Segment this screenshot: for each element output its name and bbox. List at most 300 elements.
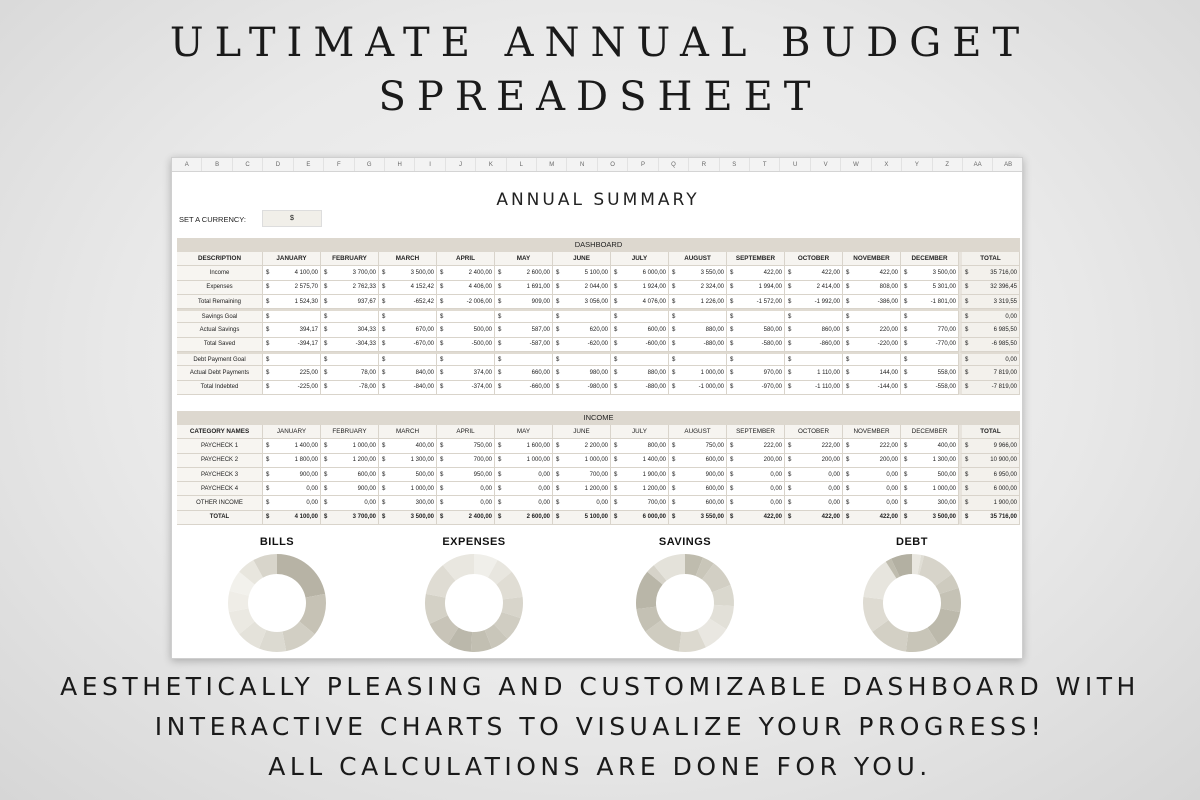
donut-chart-debt[interactable] xyxy=(862,553,962,653)
cell-value[interactable] xyxy=(785,352,843,366)
header-month: JUNE xyxy=(553,425,611,439)
currency-symbol: $ xyxy=(498,514,502,521)
header-month: DECEMBER xyxy=(901,252,959,266)
cell-value[interactable] xyxy=(843,338,901,352)
cell-value[interactable] xyxy=(379,281,437,295)
cell-value[interactable] xyxy=(495,295,553,309)
cell-amount: -580,00 xyxy=(761,341,782,348)
cell-value[interactable] xyxy=(611,366,669,380)
cell-value[interactable] xyxy=(843,454,901,468)
cell-value[interactable] xyxy=(495,496,553,510)
cell-value[interactable] xyxy=(785,381,843,395)
cell-value[interactable] xyxy=(727,454,785,468)
column-letter[interactable]: T xyxy=(750,158,780,171)
cell-amount: 0,00 xyxy=(770,471,782,478)
cell-value[interactable] xyxy=(785,323,843,337)
cell-value[interactable] xyxy=(379,511,437,525)
cell-value[interactable] xyxy=(437,366,495,380)
cell-value[interactable] xyxy=(727,281,785,295)
cell-value[interactable] xyxy=(263,281,321,295)
currency-symbol: $ xyxy=(266,341,270,348)
cell-value[interactable] xyxy=(727,323,785,337)
cell-value[interactable] xyxy=(901,266,959,280)
cell-value[interactable] xyxy=(901,338,959,352)
cell-value[interactable] xyxy=(495,266,553,280)
row-total xyxy=(959,281,1020,295)
column-letter[interactable]: Q xyxy=(659,158,689,171)
cell-value[interactable] xyxy=(437,309,495,323)
cell-value[interactable] xyxy=(553,496,611,510)
cell-value[interactable] xyxy=(437,381,495,395)
cell-value[interactable] xyxy=(785,281,843,295)
cell-value[interactable] xyxy=(553,281,611,295)
currency-symbol: $ xyxy=(672,500,676,507)
cell-value[interactable] xyxy=(727,338,785,352)
cell-value[interactable] xyxy=(727,295,785,309)
cell-value[interactable] xyxy=(785,482,843,496)
currency-symbol: $ xyxy=(672,457,676,464)
cell-value[interactable] xyxy=(901,496,959,510)
cell-value[interactable] xyxy=(843,295,901,309)
cell-value[interactable] xyxy=(553,352,611,366)
cell-value[interactable] xyxy=(495,323,553,337)
row-total xyxy=(959,439,1020,453)
cell-value[interactable] xyxy=(843,511,901,525)
total-amount: 3 319,55 xyxy=(993,298,1017,305)
cell-amount: 0,00 xyxy=(306,485,318,492)
currency-input[interactable]: $ xyxy=(262,210,322,227)
cell-amount: 1 000,00 xyxy=(932,485,956,492)
cell-amount: 900,00 xyxy=(357,485,376,492)
cell-amount: 200,00 xyxy=(821,457,840,464)
cell-value[interactable] xyxy=(727,511,785,525)
cell-value[interactable] xyxy=(669,323,727,337)
cell-amount: 2 762,33 xyxy=(352,284,376,291)
currency-symbol: $ xyxy=(846,485,850,492)
cell-amount: 600,00 xyxy=(705,485,724,492)
cell-value[interactable] xyxy=(611,439,669,453)
total-amount: 0,00 xyxy=(1005,356,1017,363)
currency-symbol: $ xyxy=(730,284,734,291)
cell-value[interactable] xyxy=(669,295,727,309)
cell-value[interactable] xyxy=(437,482,495,496)
cell-value[interactable] xyxy=(901,439,959,453)
cell-value[interactable] xyxy=(901,468,959,482)
cell-value[interactable] xyxy=(437,323,495,337)
column-letter[interactable]: R xyxy=(689,158,719,171)
cell-value[interactable] xyxy=(263,496,321,510)
cell-value[interactable] xyxy=(263,366,321,380)
cell-value[interactable] xyxy=(379,496,437,510)
cell-value[interactable] xyxy=(553,381,611,395)
cell-value[interactable] xyxy=(379,482,437,496)
cell-amount: 0,00 xyxy=(770,500,782,507)
row-label: PAYCHECK 3 xyxy=(177,468,263,482)
currency-symbol: $ xyxy=(846,514,850,521)
cell-value[interactable] xyxy=(379,454,437,468)
currency-symbol: $ xyxy=(672,313,676,320)
header-month: OCTOBER xyxy=(785,252,843,266)
footer-line-3: ALL CALCULATIONS ARE DONE FOR YOU. xyxy=(268,752,932,781)
cell-value[interactable] xyxy=(843,496,901,510)
dashboard-block xyxy=(177,238,1020,395)
cell-value[interactable] xyxy=(843,482,901,496)
cell-value[interactable] xyxy=(379,323,437,337)
column-letter[interactable]: F xyxy=(324,158,354,171)
cell-value[interactable] xyxy=(611,266,669,280)
cell-value[interactable] xyxy=(727,381,785,395)
cell-amount: 4 152,42 xyxy=(410,284,434,291)
cell-value[interactable] xyxy=(727,266,785,280)
cell-amount: 620,00 xyxy=(589,327,608,334)
cell-value[interactable] xyxy=(611,381,669,395)
cell-value[interactable] xyxy=(901,309,959,323)
currency-symbol: $ xyxy=(788,356,792,363)
cell-value[interactable] xyxy=(669,496,727,510)
cell-value[interactable] xyxy=(495,281,553,295)
cell-value[interactable] xyxy=(553,482,611,496)
income-block xyxy=(177,411,1020,525)
currency-symbol: $ xyxy=(788,341,792,348)
cell-value[interactable] xyxy=(495,468,553,482)
table-row xyxy=(177,366,1020,380)
column-letter[interactable]: AA xyxy=(963,158,993,171)
cell-value[interactable] xyxy=(843,439,901,453)
header-month: AUGUST xyxy=(669,425,727,439)
currency-symbol: $ xyxy=(965,313,969,320)
cell-value[interactable] xyxy=(785,309,843,323)
column-letter[interactable]: M xyxy=(537,158,567,171)
cell-value[interactable] xyxy=(379,352,437,366)
cell-value[interactable] xyxy=(437,439,495,453)
cell-value[interactable] xyxy=(669,338,727,352)
cell-value[interactable] xyxy=(901,381,959,395)
row-label: Total Saved xyxy=(177,338,263,352)
column-letter[interactable]: C xyxy=(233,158,263,171)
cell-value[interactable] xyxy=(321,338,379,352)
cell-value[interactable] xyxy=(901,323,959,337)
column-letter[interactable]: D xyxy=(263,158,293,171)
cell-value[interactable] xyxy=(437,511,495,525)
cell-value[interactable] xyxy=(785,295,843,309)
cell-value[interactable] xyxy=(785,511,843,525)
cell-value[interactable] xyxy=(321,323,379,337)
cell-value[interactable] xyxy=(611,338,669,352)
cell-value[interactable] xyxy=(727,496,785,510)
cell-value[interactable] xyxy=(321,468,379,482)
cell-amount: 422,00 xyxy=(879,514,898,521)
cell-amount: 4 100,00 xyxy=(294,514,318,521)
cell-value[interactable] xyxy=(901,454,959,468)
cell-value[interactable] xyxy=(611,323,669,337)
column-letter[interactable]: K xyxy=(476,158,506,171)
currency-symbol: $ xyxy=(904,284,908,291)
cell-amount: 860,00 xyxy=(821,327,840,334)
cell-value[interactable] xyxy=(437,295,495,309)
cell-value[interactable] xyxy=(495,381,553,395)
column-letter[interactable]: O xyxy=(598,158,628,171)
cell-value[interactable] xyxy=(901,281,959,295)
cell-value[interactable] xyxy=(611,511,669,525)
cell-value[interactable] xyxy=(553,468,611,482)
header-month: FEBRUARY xyxy=(321,252,379,266)
total-amount: 9 966,00 xyxy=(993,442,1017,449)
currency-symbol: $ xyxy=(440,485,444,492)
currency-symbol: $ xyxy=(324,341,328,348)
cell-value[interactable] xyxy=(263,266,321,280)
cell-amount: 0,00 xyxy=(538,471,550,478)
currency-symbol: $ xyxy=(556,370,560,377)
currency-symbol: $ xyxy=(672,384,676,391)
cell-value[interactable] xyxy=(263,309,321,323)
cell-amount: -144,00 xyxy=(877,384,898,391)
cell-value[interactable] xyxy=(669,468,727,482)
cell-amount: 750,00 xyxy=(705,442,724,449)
cell-value[interactable] xyxy=(785,454,843,468)
header-month: FEBRUARY xyxy=(321,425,379,439)
cell-value[interactable] xyxy=(611,496,669,510)
cell-value[interactable] xyxy=(495,352,553,366)
currency-symbol: $ xyxy=(904,370,908,377)
cell-value[interactable] xyxy=(785,439,843,453)
currency-symbol: $ xyxy=(498,269,502,276)
cell-value[interactable] xyxy=(785,366,843,380)
column-letter[interactable]: A xyxy=(172,158,202,171)
column-letter[interactable]: S xyxy=(720,158,750,171)
cell-value[interactable] xyxy=(727,366,785,380)
cell-value[interactable] xyxy=(263,381,321,395)
cell-amount: 0,00 xyxy=(770,485,782,492)
cell-value[interactable] xyxy=(669,482,727,496)
cell-value[interactable] xyxy=(321,482,379,496)
cell-amount: 1 110,00 xyxy=(817,370,840,377)
column-letter[interactable]: V xyxy=(811,158,841,171)
cell-value[interactable] xyxy=(321,454,379,468)
cell-value[interactable] xyxy=(611,281,669,295)
cell-value[interactable] xyxy=(553,439,611,453)
currency-symbol: $ xyxy=(556,442,560,449)
cell-value[interactable] xyxy=(379,381,437,395)
cell-value[interactable] xyxy=(263,482,321,496)
table-row xyxy=(177,381,1020,395)
cell-value[interactable] xyxy=(263,338,321,352)
cell-value[interactable] xyxy=(437,496,495,510)
currency-symbol: $ xyxy=(672,269,676,276)
cell-value[interactable] xyxy=(611,352,669,366)
table-row xyxy=(177,309,1020,323)
column-letter[interactable]: B xyxy=(202,158,232,171)
cell-value[interactable] xyxy=(437,338,495,352)
currency-symbol: $ xyxy=(266,485,270,492)
cell-value[interactable] xyxy=(553,295,611,309)
cell-value[interactable] xyxy=(263,352,321,366)
cell-value[interactable] xyxy=(553,366,611,380)
cell-value[interactable] xyxy=(669,439,727,453)
cell-value[interactable] xyxy=(785,496,843,510)
cell-value[interactable] xyxy=(437,454,495,468)
cell-value[interactable] xyxy=(495,482,553,496)
cell-value[interactable] xyxy=(843,352,901,366)
total-amount: 1 900,00 xyxy=(993,500,1017,507)
cell-value[interactable] xyxy=(263,439,321,453)
cell-value[interactable] xyxy=(843,281,901,295)
row-label: PAYCHECK 2 xyxy=(177,454,263,468)
column-letter[interactable]: Y xyxy=(902,158,932,171)
cell-value[interactable] xyxy=(727,352,785,366)
cell-value[interactable] xyxy=(843,309,901,323)
column-letter[interactable]: AB xyxy=(993,158,1023,171)
cell-value[interactable] xyxy=(379,468,437,482)
sheet-title: ANNUAL SUMMARY xyxy=(496,190,700,210)
cell-value[interactable] xyxy=(437,281,495,295)
cell-value[interactable] xyxy=(669,454,727,468)
cell-value[interactable] xyxy=(263,511,321,525)
cell-value[interactable] xyxy=(669,366,727,380)
row-total xyxy=(959,323,1020,337)
cell-value[interactable] xyxy=(321,381,379,395)
cell-value[interactable] xyxy=(843,468,901,482)
cell-amount: 422,00 xyxy=(879,269,898,276)
cell-value[interactable] xyxy=(321,366,379,380)
cell-amount: 937,67 xyxy=(357,298,376,305)
cell-value[interactable] xyxy=(263,454,321,468)
cell-value[interactable] xyxy=(901,352,959,366)
column-letter[interactable]: P xyxy=(628,158,658,171)
cell-value[interactable] xyxy=(553,454,611,468)
cell-value[interactable] xyxy=(379,338,437,352)
currency-symbol: $ xyxy=(498,384,502,391)
column-letter[interactable]: J xyxy=(446,158,476,171)
cell-value[interactable] xyxy=(553,266,611,280)
table-row xyxy=(177,496,1020,510)
column-letter[interactable]: E xyxy=(294,158,324,171)
cell-value[interactable] xyxy=(495,338,553,352)
column-letter[interactable]: U xyxy=(780,158,810,171)
header-month: JANUARY xyxy=(263,425,321,439)
currency-symbol: $ xyxy=(965,471,969,478)
currency-symbol: $ xyxy=(556,384,560,391)
cell-value[interactable] xyxy=(379,439,437,453)
donut-slice[interactable] xyxy=(277,554,325,598)
cell-amount: 880,00 xyxy=(705,327,724,334)
cell-value[interactable] xyxy=(321,309,379,323)
cell-value[interactable] xyxy=(495,439,553,453)
cell-value[interactable] xyxy=(901,511,959,525)
cell-value[interactable] xyxy=(669,352,727,366)
cell-value[interactable] xyxy=(321,496,379,510)
row-label: PAYCHECK 1 xyxy=(177,439,263,453)
cell-value[interactable] xyxy=(379,266,437,280)
cell-value[interactable] xyxy=(669,266,727,280)
donut-chart-bills[interactable] xyxy=(227,553,327,653)
cell-value[interactable] xyxy=(321,511,379,525)
cell-value[interactable] xyxy=(727,468,785,482)
column-letter[interactable]: W xyxy=(841,158,871,171)
cell-value[interactable] xyxy=(785,266,843,280)
column-letter[interactable]: N xyxy=(567,158,597,171)
cell-value[interactable] xyxy=(321,281,379,295)
cell-value[interactable] xyxy=(669,309,727,323)
total-amount: 6 985,50 xyxy=(993,327,1017,334)
cell-value[interactable] xyxy=(437,468,495,482)
donut-chart-savings[interactable] xyxy=(635,553,735,653)
cell-value[interactable] xyxy=(843,323,901,337)
cell-value[interactable] xyxy=(553,323,611,337)
cell-value[interactable] xyxy=(611,309,669,323)
cell-value[interactable] xyxy=(379,309,437,323)
currency-symbol: $ xyxy=(846,370,850,377)
cell-value[interactable] xyxy=(669,511,727,525)
cell-value[interactable] xyxy=(611,482,669,496)
cell-amount: 225,00 xyxy=(299,370,318,377)
cell-value[interactable] xyxy=(321,295,379,309)
cell-value[interactable] xyxy=(843,266,901,280)
cell-value[interactable] xyxy=(437,266,495,280)
cell-value[interactable] xyxy=(611,468,669,482)
cell-value[interactable] xyxy=(495,511,553,525)
currency-symbol: $ xyxy=(788,313,792,320)
cell-value[interactable] xyxy=(843,366,901,380)
cell-value[interactable] xyxy=(321,439,379,453)
cell-value[interactable] xyxy=(669,381,727,395)
cell-value[interactable] xyxy=(263,295,321,309)
cell-value[interactable] xyxy=(263,323,321,337)
column-letter[interactable]: L xyxy=(507,158,537,171)
column-letter[interactable]: H xyxy=(385,158,415,171)
column-letter[interactable]: Z xyxy=(933,158,963,171)
cell-value[interactable] xyxy=(611,295,669,309)
cell-value[interactable] xyxy=(379,295,437,309)
cell-value[interactable] xyxy=(727,309,785,323)
cell-value[interactable] xyxy=(553,338,611,352)
cell-value[interactable] xyxy=(553,511,611,525)
currency-symbol: $ xyxy=(266,500,270,507)
cell-value[interactable] xyxy=(495,366,553,380)
cell-value[interactable] xyxy=(727,439,785,453)
cell-value[interactable] xyxy=(785,468,843,482)
cell-value[interactable] xyxy=(727,482,785,496)
cell-value[interactable] xyxy=(379,366,437,380)
header-month: SEPTEMBER xyxy=(727,425,785,439)
cell-value[interactable] xyxy=(901,295,959,309)
currency-symbol: $ xyxy=(672,298,676,305)
cell-value[interactable] xyxy=(843,381,901,395)
cell-value[interactable] xyxy=(669,281,727,295)
cell-value[interactable] xyxy=(611,454,669,468)
cell-value[interactable] xyxy=(495,309,553,323)
cell-amount: 1 300,00 xyxy=(932,457,956,464)
currency-symbol: $ xyxy=(965,269,969,276)
column-letter[interactable]: G xyxy=(355,158,385,171)
cell-value[interactable] xyxy=(321,352,379,366)
cell-value[interactable] xyxy=(263,468,321,482)
currency-symbol: $ xyxy=(965,442,969,449)
cell-value[interactable] xyxy=(785,338,843,352)
row-label: Actual Debt Payments xyxy=(177,366,263,380)
cell-value[interactable] xyxy=(901,482,959,496)
cell-value[interactable] xyxy=(495,454,553,468)
cell-value[interactable] xyxy=(437,352,495,366)
header-month: JULY xyxy=(611,252,669,266)
donut-chart-expenses[interactable] xyxy=(424,553,524,653)
currency-symbol: $ xyxy=(266,457,270,464)
cell-value[interactable] xyxy=(553,309,611,323)
cell-value[interactable] xyxy=(901,366,959,380)
column-letter[interactable]: I xyxy=(415,158,445,171)
cell-value[interactable] xyxy=(321,266,379,280)
cell-amount: -880,00 xyxy=(703,341,724,348)
column-letter[interactable]: X xyxy=(872,158,902,171)
